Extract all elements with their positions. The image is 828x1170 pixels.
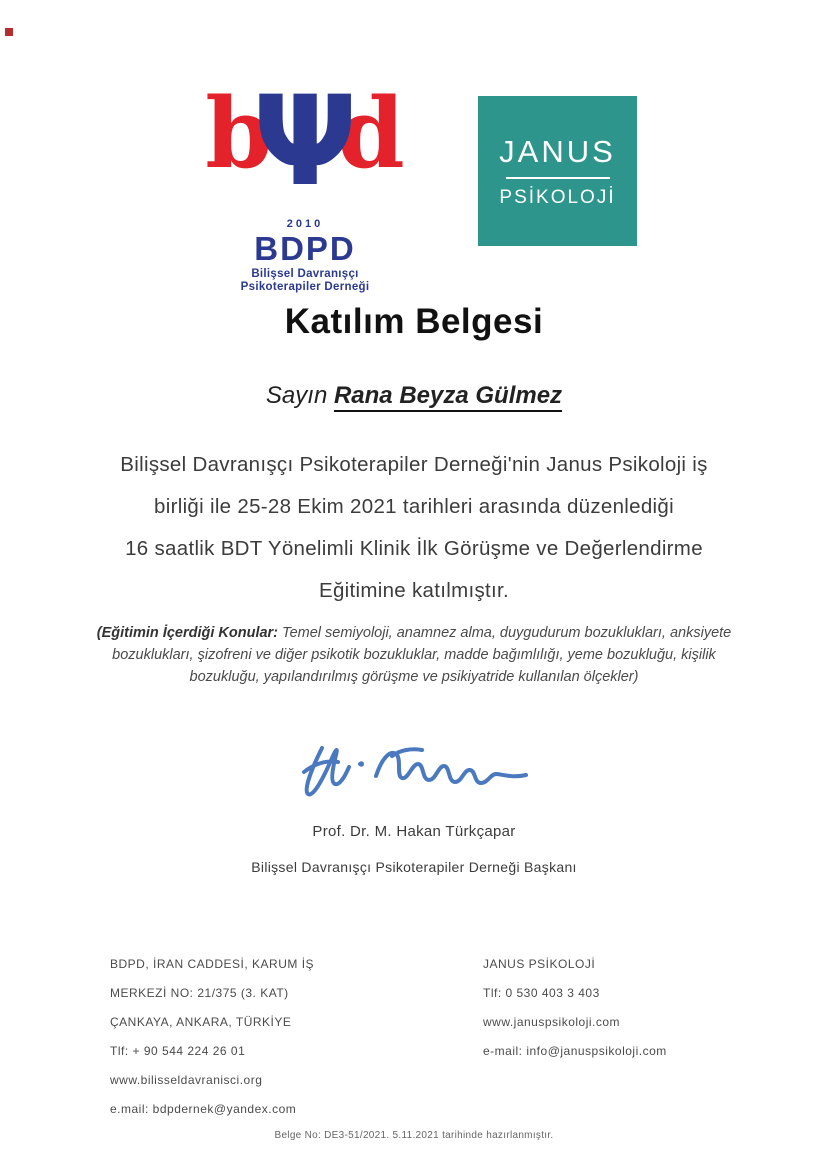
certificate-body bbox=[0, 444, 828, 612]
footer-janus-contact bbox=[483, 950, 667, 1066]
janus-psikoloji-logo bbox=[478, 96, 637, 246]
footer-line: Tlf: 0 530 403 3 403 bbox=[483, 986, 600, 1000]
janus-logo-divider bbox=[506, 177, 610, 179]
bdpd-founding-year: 2010 bbox=[286, 218, 324, 230]
salutation-prefix: Sayın bbox=[265, 382, 334, 409]
training-topics bbox=[94, 622, 734, 688]
signer-title: Bilişsel Davranışçı Psikoterapiler Derneği Başkanı bbox=[251, 859, 577, 875]
footer-line: JANUS PSİKOLOJİ bbox=[483, 957, 596, 971]
janus-logo-wordmark: JANUS bbox=[499, 133, 616, 169]
footer-line: BDPD, İRAN CADDESİ, KARUM İŞ bbox=[110, 957, 315, 971]
footer-line: ÇANKAYA, ANKARA, TÜRKİYE bbox=[110, 1015, 292, 1029]
footer-website-link: www.bilisseldavranisci.org bbox=[110, 1073, 263, 1087]
signer-name: Prof. Dr. M. Hakan Türkçapar bbox=[312, 823, 516, 840]
body-line: birliği ile 25-28 Ekim 2021 tarihleri arasında düzenlediği bbox=[154, 495, 674, 518]
footer-bdpd-contact bbox=[110, 950, 314, 1124]
recipient-name: Rana Beyza Gülmez bbox=[334, 382, 562, 412]
footer-email: e-mail: info@januspsikoloji.com bbox=[483, 1044, 667, 1058]
bdpd-name-line2: Psikoterapiler Derneği bbox=[240, 281, 370, 293]
psi-symbol-icon: Ψ bbox=[252, 70, 358, 214]
bdpd-name-line1: Bilişsel Davranışçı bbox=[251, 268, 359, 280]
topics-lead: (Eğitimin İçerdiği Konular: bbox=[96, 625, 279, 641]
salutation-line bbox=[0, 382, 828, 410]
signature-image bbox=[288, 736, 538, 808]
footer-line: Tlf: + 90 544 224 26 01 bbox=[110, 1044, 246, 1058]
bdpd-psi-logo-icon bbox=[205, 70, 405, 226]
certificate-title: Katılım Belgesi bbox=[284, 302, 544, 341]
handwritten-signature-icon bbox=[288, 736, 538, 808]
body-line: Eğitimine katılmıştır. bbox=[318, 579, 509, 602]
body-line: 16 saatlik BDT Yönelimli Klinik İlk Görüşme ve Değerlendirme bbox=[125, 537, 703, 560]
janus-logo-subtitle: PSİKOLOJİ bbox=[499, 186, 616, 208]
footer-email: e.mail: bdpdernek@yandex.com bbox=[110, 1102, 297, 1116]
topics-text: Temel semiyoloji, anamnez alma, duygudurum bozuklukları, anksiyete bozuklukları, şizofreni ve diğer psikotik bozukluklar, madde bağımlılığı, yeme bozukluğu, kişilik bozukluğu, yapılandırılmış görüşme ve psikiyatride kullanılan ölçekler) bbox=[112, 625, 732, 685]
footer-line: MERKEZİ NO: 21/375 (3. KAT) bbox=[110, 986, 289, 1000]
document-number-note: Belge No: DE3-51/2021. 5.11.2021 tarihinde hazırlanmıştır. bbox=[274, 1130, 554, 1141]
bdpd-logo bbox=[205, 70, 405, 294]
footer-website-link: www.januspsikoloji.com bbox=[483, 1015, 621, 1029]
red-artifact-mark bbox=[5, 28, 13, 36]
bdpd-letter-b: b bbox=[205, 77, 273, 190]
body-line: Bilişsel Davranışçı Psikoterapiler Derneği'nin Janus Psikoloji iş bbox=[120, 453, 708, 476]
bdpd-acronym: BDPD bbox=[254, 230, 356, 267]
bdpd-letter-d: d bbox=[337, 77, 405, 190]
